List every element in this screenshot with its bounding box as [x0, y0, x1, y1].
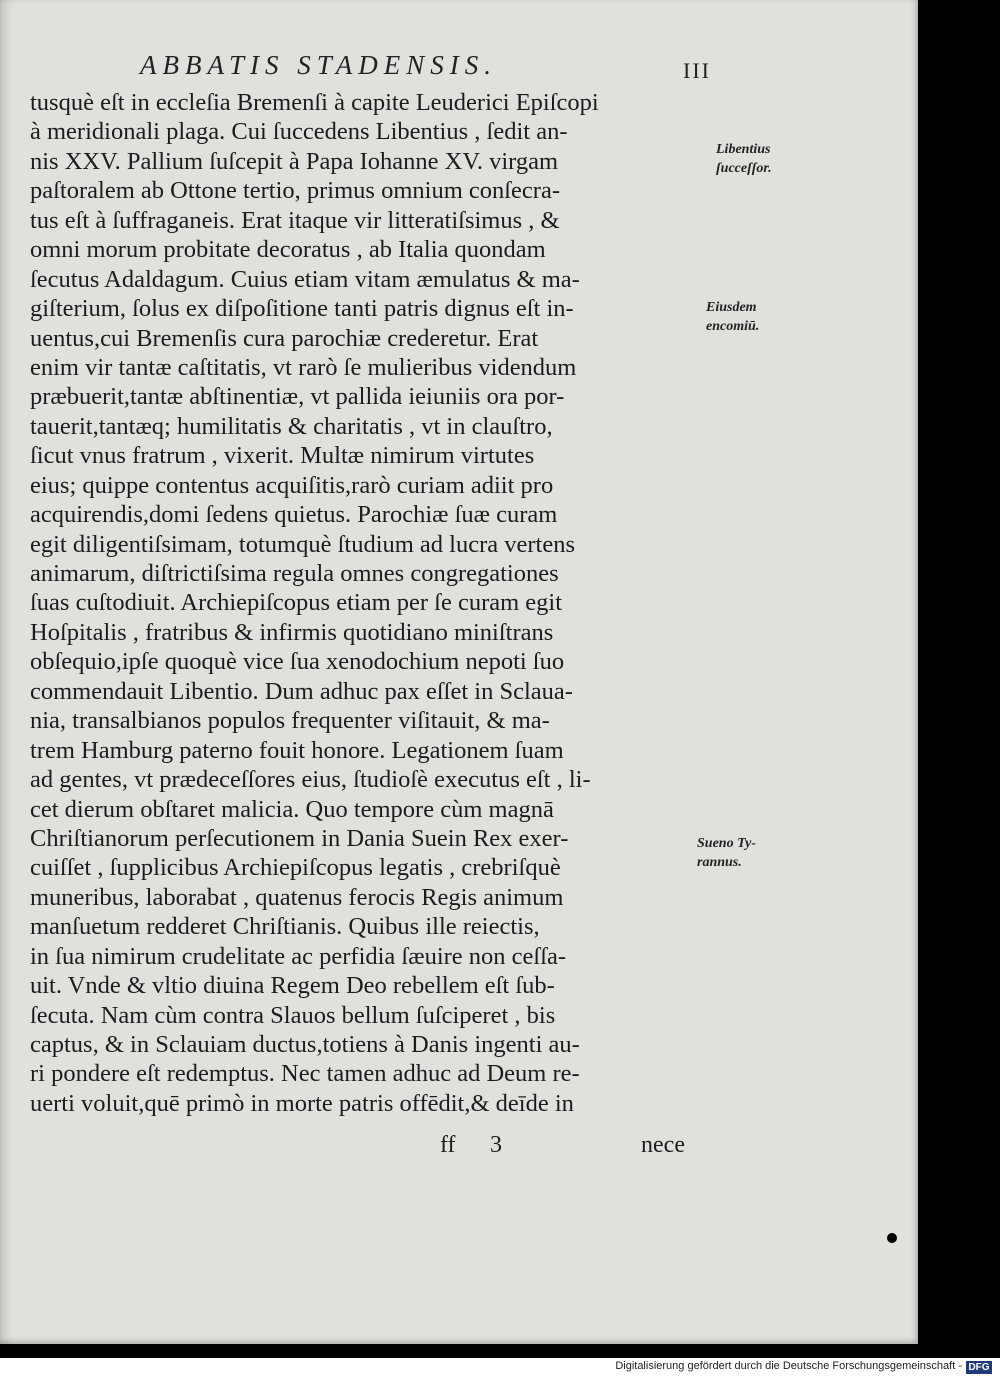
text-line: tusquè eſt in eccleſia Bremenſi à capite Leuderici Epiſcopi	[30, 89, 599, 116]
text-line: uentus,cui Bremenſis cura parochiæ crederetur. Erat	[30, 324, 539, 352]
text-line: ſecuta. Nam cùm contra Slauos bellum ſuſciperet , bis	[30, 1001, 556, 1029]
margin-note-line: Libentius	[716, 142, 771, 157]
body-text	[30, 88, 730, 1118]
margin-note-line: encomiū.	[706, 319, 760, 334]
text-line: cet dierum obſtaret malicia. Quo tempore cùm magnā	[30, 795, 554, 823]
margin-note-line: ſucceſſor.	[716, 161, 772, 176]
text-line: nis XXV. Pallium ſuſcepit à Papa Iohanne XV. virgam	[30, 147, 559, 175]
credit-bar	[0, 1358, 1000, 1378]
margin-note-line: Eiusdem	[706, 300, 757, 315]
text-line: acquirendis,domi ſedens quietus. Parochiæ ſuæ curam	[30, 501, 558, 529]
text-line: egit diligentiſsimam, totumquè ſtudium ad lucra vertens	[30, 530, 576, 558]
text-line: ſecutus Adaldagum. Cuius etiam vitam æmulatus & ma-	[30, 265, 580, 293]
margin-note-encomium	[706, 298, 759, 336]
text-line: trem Hamburg paterno fouit honore. Legationem ſuam	[30, 736, 564, 764]
text-line: in ſua nimirum crudelitate ac perfidia ſæuire non ceſſa-	[30, 942, 567, 970]
text-line: muneribus, laborabat , quatenus ferocis Regis animum	[30, 883, 564, 911]
text-line: paſtoralem ab Ottone tertio, primus omnium conſecra-	[30, 177, 560, 205]
text-line: à meridionali plaga. Cui ſuccedens Libentius , ſedit an-	[30, 118, 568, 146]
margin-note-line: Sueno Ty-	[697, 836, 756, 851]
page-number: III	[683, 58, 711, 83]
credit-text: Digitalisierung gefördert durch die Deutsche Forschungsgemeinschaft -	[615, 1360, 962, 1372]
text-line: commendauit Libentio. Dum adhuc pax eſſet in Sclaua-	[30, 677, 573, 705]
signature-mark: ff	[440, 1132, 456, 1158]
text-line: animarum, diſtrictiſsima regula omnes congregationes	[30, 560, 559, 587]
dot-mark	[887, 1233, 897, 1243]
margin-note-line: rannus.	[697, 855, 742, 870]
text-line: omni morum probitate decoratus , ab Italia quondam	[30, 236, 546, 264]
text-line: uit. Vnde & vltio diuina Regem Deo rebellem eſt ſub-	[30, 972, 555, 1000]
text-line: ſicut vnus fratrum , vixerit. Multæ nimirum virtutes	[30, 442, 535, 470]
text-line: manſuetum redderet Chriſtianis. Quibus ille reiectis,	[30, 913, 540, 941]
text-line: cuiſſet , ſupplicibus Archiepiſcopus legatis , crebriſquè	[30, 854, 561, 882]
text-line: Hoſpitalis , fratribus & infirmis quotidiano miniſtrans	[30, 618, 554, 646]
text-line: nia, transalbianos populos frequenter viſitauit, & ma-	[30, 707, 550, 735]
text-line: ad gentes, vt prædeceſſores eius, ſtudioſè executus eſt , li-	[30, 766, 591, 794]
text-line: tauerit,tantæq; humilitatis & charitatis , vt in clauſtro,	[30, 412, 553, 440]
text-line: uerti voluit,quē primò in morte patris offēdit,& deīde in	[30, 1089, 574, 1117]
text-line: tus eſt à ſuffraganeis. Erat itaque vir litteratiſsimus , &	[30, 206, 560, 234]
running-title: ABBATIS STADENSIS.	[140, 50, 497, 80]
dfg-logo: DFG	[966, 1361, 992, 1374]
text-line: ri pondere eſt redemptus. Nec tamen adhuc ad Deum re-	[30, 1060, 580, 1088]
text-line: eius; quippe contentus acquiſitis,rarò curiam adiit pro	[30, 471, 554, 499]
catchword: nece	[641, 1132, 685, 1158]
text-line: ſuas cuſtodiuit. Archiepiſcopus etiam per ſe curam egit	[30, 589, 563, 617]
text-line: enim vir tantæ caſtitatis, vt rarò ſe mulieribus videndum	[30, 353, 577, 381]
text-line: captus, & in Sclauiam ductus,totiens à Danis ingenti au-	[30, 1031, 580, 1058]
signature-number: 3	[490, 1132, 502, 1158]
text-line: præbuerit,tantæ abſtinentiæ, vt pallida ieiuniis ora por-	[30, 383, 565, 411]
text-line: obſequio,ipſe quoquè vice ſua xenodochium nepoti ſuo	[30, 648, 565, 676]
margin-note-libentius	[716, 140, 772, 178]
text-line: giſterium, ſolus ex diſpoſitione tanti patris dignus eſt in-	[30, 295, 574, 323]
margin-note-sueno	[697, 834, 756, 872]
text-line: Chriſtianorum perſecutionem in Dania Suein Rex exer-	[30, 824, 569, 852]
